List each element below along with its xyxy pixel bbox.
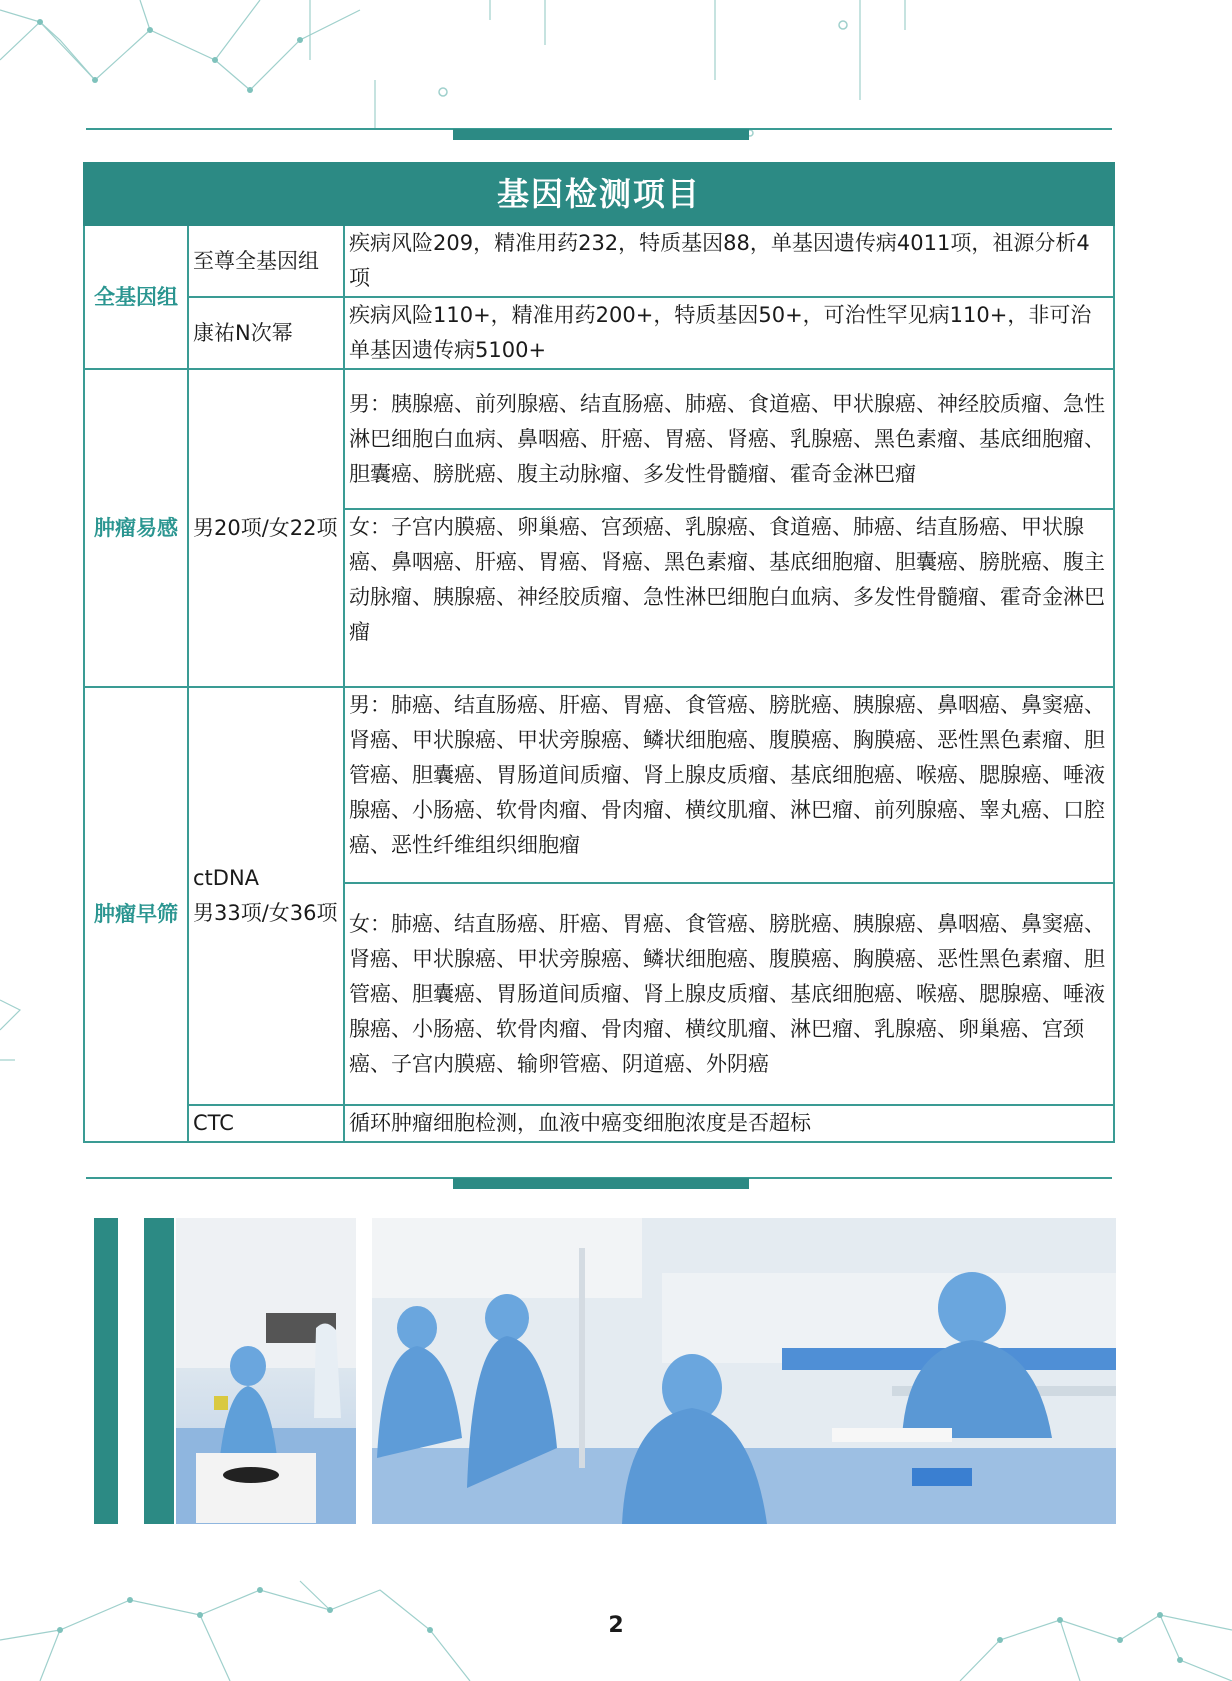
- accent-bar-right: [144, 1218, 174, 1524]
- lab-photo-2-drawing: [372, 1218, 1116, 1524]
- item-ctdna-name: ctDNA: [193, 866, 260, 890]
- page-number: 2: [608, 1613, 624, 1638]
- item-ctdna: [188, 687, 344, 1105]
- item-supreme-genome: 至尊全基因组: [188, 225, 344, 297]
- desc-susceptibility-female: 女：子宫内膜癌、卵巢癌、宫颈癌、乳腺癌、食道癌、肺癌、结直肠癌、甲状腺癌、鼻咽癌、肝癌、胃癌、肾癌、黑色素瘤、基底细胞瘤、胆囊癌、膀胱癌、腹主动脉瘤、胰腺癌、神经胶质瘤、急性淋巴细胞白血病、多发性骨髓瘤、霍奇金淋巴瘤: [344, 509, 1114, 687]
- desc-susceptibility-male: 男：胰腺癌、前列腺癌、结直肠癌、肺癌、食道癌、甲状腺癌、神经胶质瘤、急性淋巴细胞白血病、鼻咽癌、肝癌、胃癌、肾癌、乳腺癌、黑色素瘤、基底细胞瘤、胆囊癌、膀胱癌、腹主动脉瘤、多发性骨髓瘤、霍奇金淋巴瘤: [344, 369, 1114, 509]
- item-tumor-susceptibility: 男20项/女22项: [188, 369, 344, 687]
- desc-kangyou-n: 疾病风险110+，精准用药200+，特质基因50+，可治性罕见病110+，非可治单基因遗传病5100+: [344, 297, 1114, 369]
- lab-photo-1-drawing: [176, 1218, 356, 1524]
- desc-screening-male: 男：肺癌、结直肠癌、肝癌、胃癌、食管癌、膀胱癌、胰腺癌、鼻咽癌、鼻窦癌、肾癌、甲状腺癌、甲状旁腺癌、鳞状细胞癌、腹膜癌、胸膜癌、恶性黑色素瘤、胆管癌、胆囊癌、胃肠道间质瘤、肾上腺皮质瘤、基底细胞癌、喉癌、腮腺癌、唾液腺癌、小肠癌、软骨肉瘤、骨肉瘤、横纹肌瘤、淋巴瘤、前列腺癌、睾丸癌、口腔癌、恶性纤维组织细胞瘤: [344, 687, 1114, 883]
- lab-photo-1: [176, 1218, 356, 1524]
- table-title: 基因检测项目: [84, 163, 1114, 225]
- bottom-divider-bar: [453, 1178, 749, 1189]
- top-divider-bar: [453, 129, 749, 140]
- desc-supreme-genome: 疾病风险209，精准用药232，特质基因88，单基因遗传病4011项，祖源分析4项: [344, 225, 1114, 297]
- gene-test-table: [83, 162, 1115, 1143]
- item-kangyou-n: 康祐N次幂: [188, 297, 344, 369]
- category-tumor-screening: 肿瘤早筛: [84, 687, 188, 1142]
- item-ctdna-count: 男33项/女36项: [193, 901, 338, 925]
- item-ctc: CTC: [188, 1105, 344, 1142]
- accent-bar-left: [94, 1218, 118, 1524]
- category-whole-genome: 全基因组: [84, 225, 188, 369]
- desc-ctc: 循环肿瘤细胞检测，血液中癌变细胞浓度是否超标: [344, 1105, 1114, 1142]
- lab-photo-2: [372, 1218, 1116, 1524]
- desc-screening-female: 女：肺癌、结直肠癌、肝癌、胃癌、食管癌、膀胱癌、胰腺癌、鼻咽癌、鼻窦癌、肾癌、甲状腺癌、甲状旁腺癌、鳞状细胞癌、腹膜癌、胸膜癌、恶性黑色素瘤、胆管癌、胆囊癌、胃肠道间质瘤、肾上腺皮质瘤、基底细胞癌、喉癌、腮腺癌、唾液腺癌、小肠癌、软骨肉瘤、骨肉瘤、横纹肌瘤、淋巴瘤、乳腺癌、卵巢癌、宫颈癌、子宫内膜癌、输卵管癌、阴道癌、外阴癌: [344, 883, 1114, 1105]
- category-tumor-susceptibility: 肿瘤易感: [84, 369, 188, 687]
